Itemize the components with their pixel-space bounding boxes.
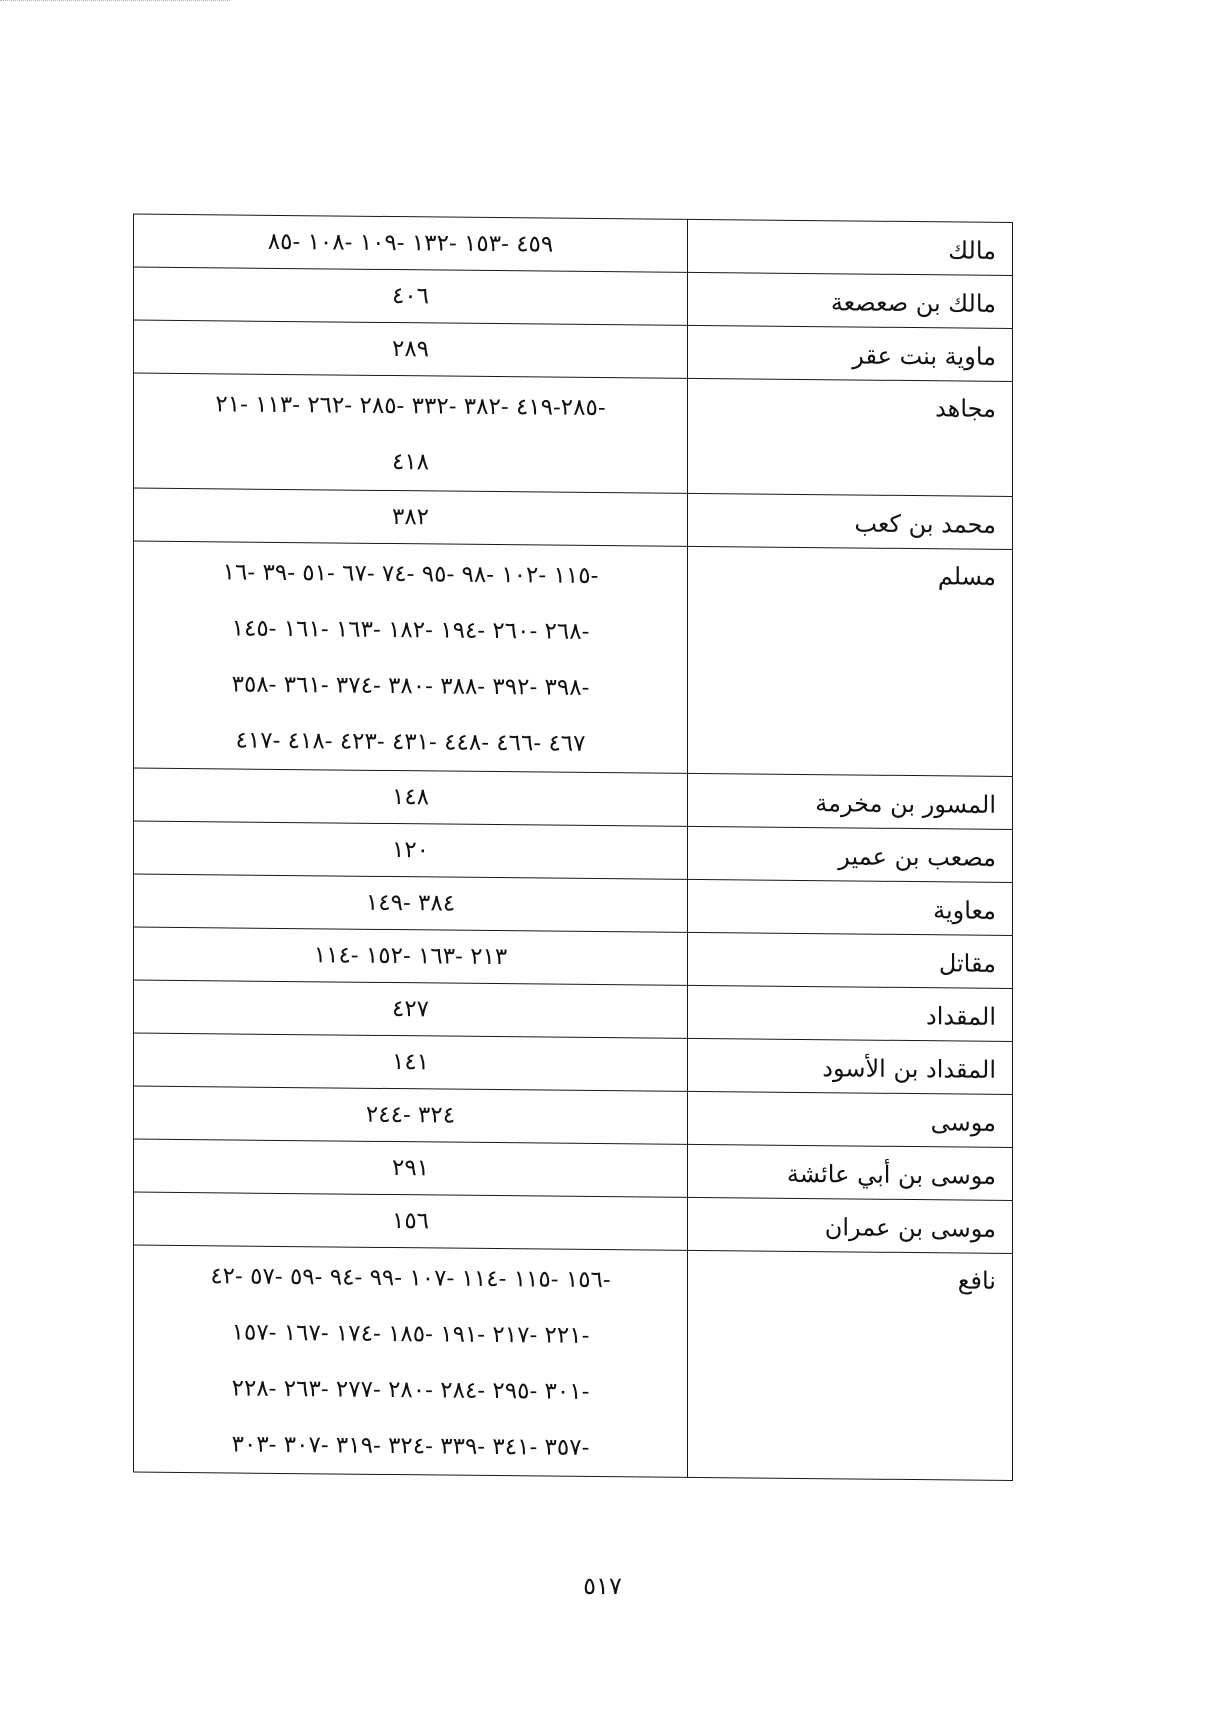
index-row xyxy=(134,320,1013,381)
page-refs-line: ٣٨٢ xyxy=(391,504,430,531)
entry-pages xyxy=(134,541,688,773)
page-refs-line: ٤٢٧ xyxy=(391,996,430,1023)
index-row xyxy=(134,874,1013,935)
page-refs-line: ٤٦٧ -٤٦٦ -٤٤٨ -٤٣١ -٤٢٣ -٤١٨ -٤١٧ xyxy=(235,727,586,757)
entry-pages xyxy=(134,214,688,272)
entry-name: محمد بن كعب xyxy=(688,493,1013,549)
entry-pages xyxy=(134,768,688,826)
entry-name: مالك xyxy=(688,219,1013,275)
entry-pages xyxy=(134,821,688,879)
page-refs-line: ٢٩١ xyxy=(391,1155,430,1182)
entry-pages xyxy=(134,874,688,932)
entry-pages xyxy=(134,1245,688,1477)
index-row xyxy=(134,1139,1013,1200)
page-refs-line: ٣٢٤ -٢٤٤ xyxy=(365,1101,456,1129)
page-refs-line: -٣٠١ -٢٩٥ -٢٨٤ -٢٨٠ -٢٧٧ -٢٦٣ -٢٢٨ xyxy=(231,1375,590,1405)
page-refs-line: -٣٩٨ -٣٩٢ -٣٨٨ -٣٨٠ -٣٧٤ -٣٦١ -٣٥٨ xyxy=(231,671,590,701)
page-refs-line: ١٥٦ xyxy=(391,1208,430,1235)
entry-pages xyxy=(134,373,688,493)
index-row xyxy=(134,373,1013,496)
entry-name: نافع xyxy=(688,1250,1013,1480)
entry-name: مصعب بن عمير xyxy=(688,826,1013,882)
index-table xyxy=(133,214,1013,1481)
entry-name: ماوية بنت عقر xyxy=(688,325,1013,381)
entry-name: مالك بن صعصعة xyxy=(688,272,1013,328)
page-refs-line: ٢١٣ -١٦٣ -١٥٢ -١١٤ xyxy=(313,942,508,971)
page-refs-line: ٢٨٩ xyxy=(391,336,430,363)
entry-name: المسور بن مخرمة xyxy=(688,773,1013,829)
index-row xyxy=(134,488,1013,549)
entry-pages xyxy=(134,488,688,546)
entry-pages xyxy=(134,320,688,378)
entry-name: مقاتل xyxy=(688,932,1013,988)
page-number: ٥١٧ xyxy=(583,1572,622,1600)
page-refs-line: -٢٦٨ -٢٦٠ -١٩٤ -١٨٢ -١٦٣ -١٦١ -١٤٥ xyxy=(231,615,590,645)
page-refs-line: ١٤٨ xyxy=(391,784,430,811)
entry-pages xyxy=(134,1139,688,1197)
entry-name: معاوية xyxy=(688,879,1013,935)
entry-name: موسى بن أبي عائشة xyxy=(688,1144,1013,1200)
page-refs-line: ١٢٠ xyxy=(391,837,430,864)
page-refs-line: ٤٥٩ -١٥٣ -١٣٢ -١٠٩ -١٠٨ -٨٥ xyxy=(267,228,554,258)
index-row xyxy=(134,927,1013,988)
index-row xyxy=(134,214,1013,275)
index-row xyxy=(134,267,1013,328)
page-refs-line: ٣٨٤ -١٤٩ xyxy=(365,889,456,917)
entry-name: موسى xyxy=(688,1091,1013,1147)
entry-pages xyxy=(134,1192,688,1250)
entry-pages xyxy=(134,1033,688,1091)
entry-name: مسلم xyxy=(688,546,1013,776)
page-refs-line: -١١٥ -١٠٢ -٩٨ -٩٥ -٧٤ -٦٧ -٥١ -٣٩ -١٦ xyxy=(222,559,599,590)
entry-pages xyxy=(134,980,688,1038)
page-refs-line: -٢٢١ -٢١٧ -١٩١ -١٨٥ -١٧٤ -١٦٧ -١٥٧ xyxy=(231,1319,590,1349)
entry-pages xyxy=(134,1086,688,1144)
index-row xyxy=(134,821,1013,882)
index-row xyxy=(134,980,1013,1041)
entry-name: المقداد بن الأسود xyxy=(688,1038,1013,1094)
index-table-body xyxy=(134,214,1013,1480)
scan-edge-mark xyxy=(0,0,230,3)
entry-name: المقداد xyxy=(688,985,1013,1041)
entry-name: موسى بن عمران xyxy=(688,1197,1013,1253)
index-row xyxy=(134,1245,1013,1480)
index-row xyxy=(134,768,1013,829)
entry-name: مجاهد xyxy=(688,378,1013,496)
page-refs-line: -١٥٦ -١١٥ -١١٤ -١٠٧ -٩٩ -٩٤ -٥٩ -٥٧ -٤٢ xyxy=(210,1263,611,1294)
page-refs-line: -٣٥٧ -٣٤١ -٣٣٩ -٣٢٤ -٣١٩ -٣٠٧ -٣٠٣ xyxy=(231,1431,590,1461)
index-row xyxy=(134,1086,1013,1147)
entry-pages xyxy=(134,927,688,985)
index-row xyxy=(134,1033,1013,1094)
entry-pages xyxy=(134,267,688,325)
page-refs-line: ٤١٨ xyxy=(391,449,430,476)
page-refs-line: ١٤١ xyxy=(391,1049,430,1076)
index-row xyxy=(134,541,1013,776)
page-refs-line: ٤٠٦ xyxy=(391,283,430,310)
page-refs-line: -٢٨٥-٤١٩ -٣٨٢ -٣٣٢ -٢٨٥ -٢٦٢ -١١٣ -٢١ xyxy=(215,391,606,422)
index-row xyxy=(134,1192,1013,1253)
